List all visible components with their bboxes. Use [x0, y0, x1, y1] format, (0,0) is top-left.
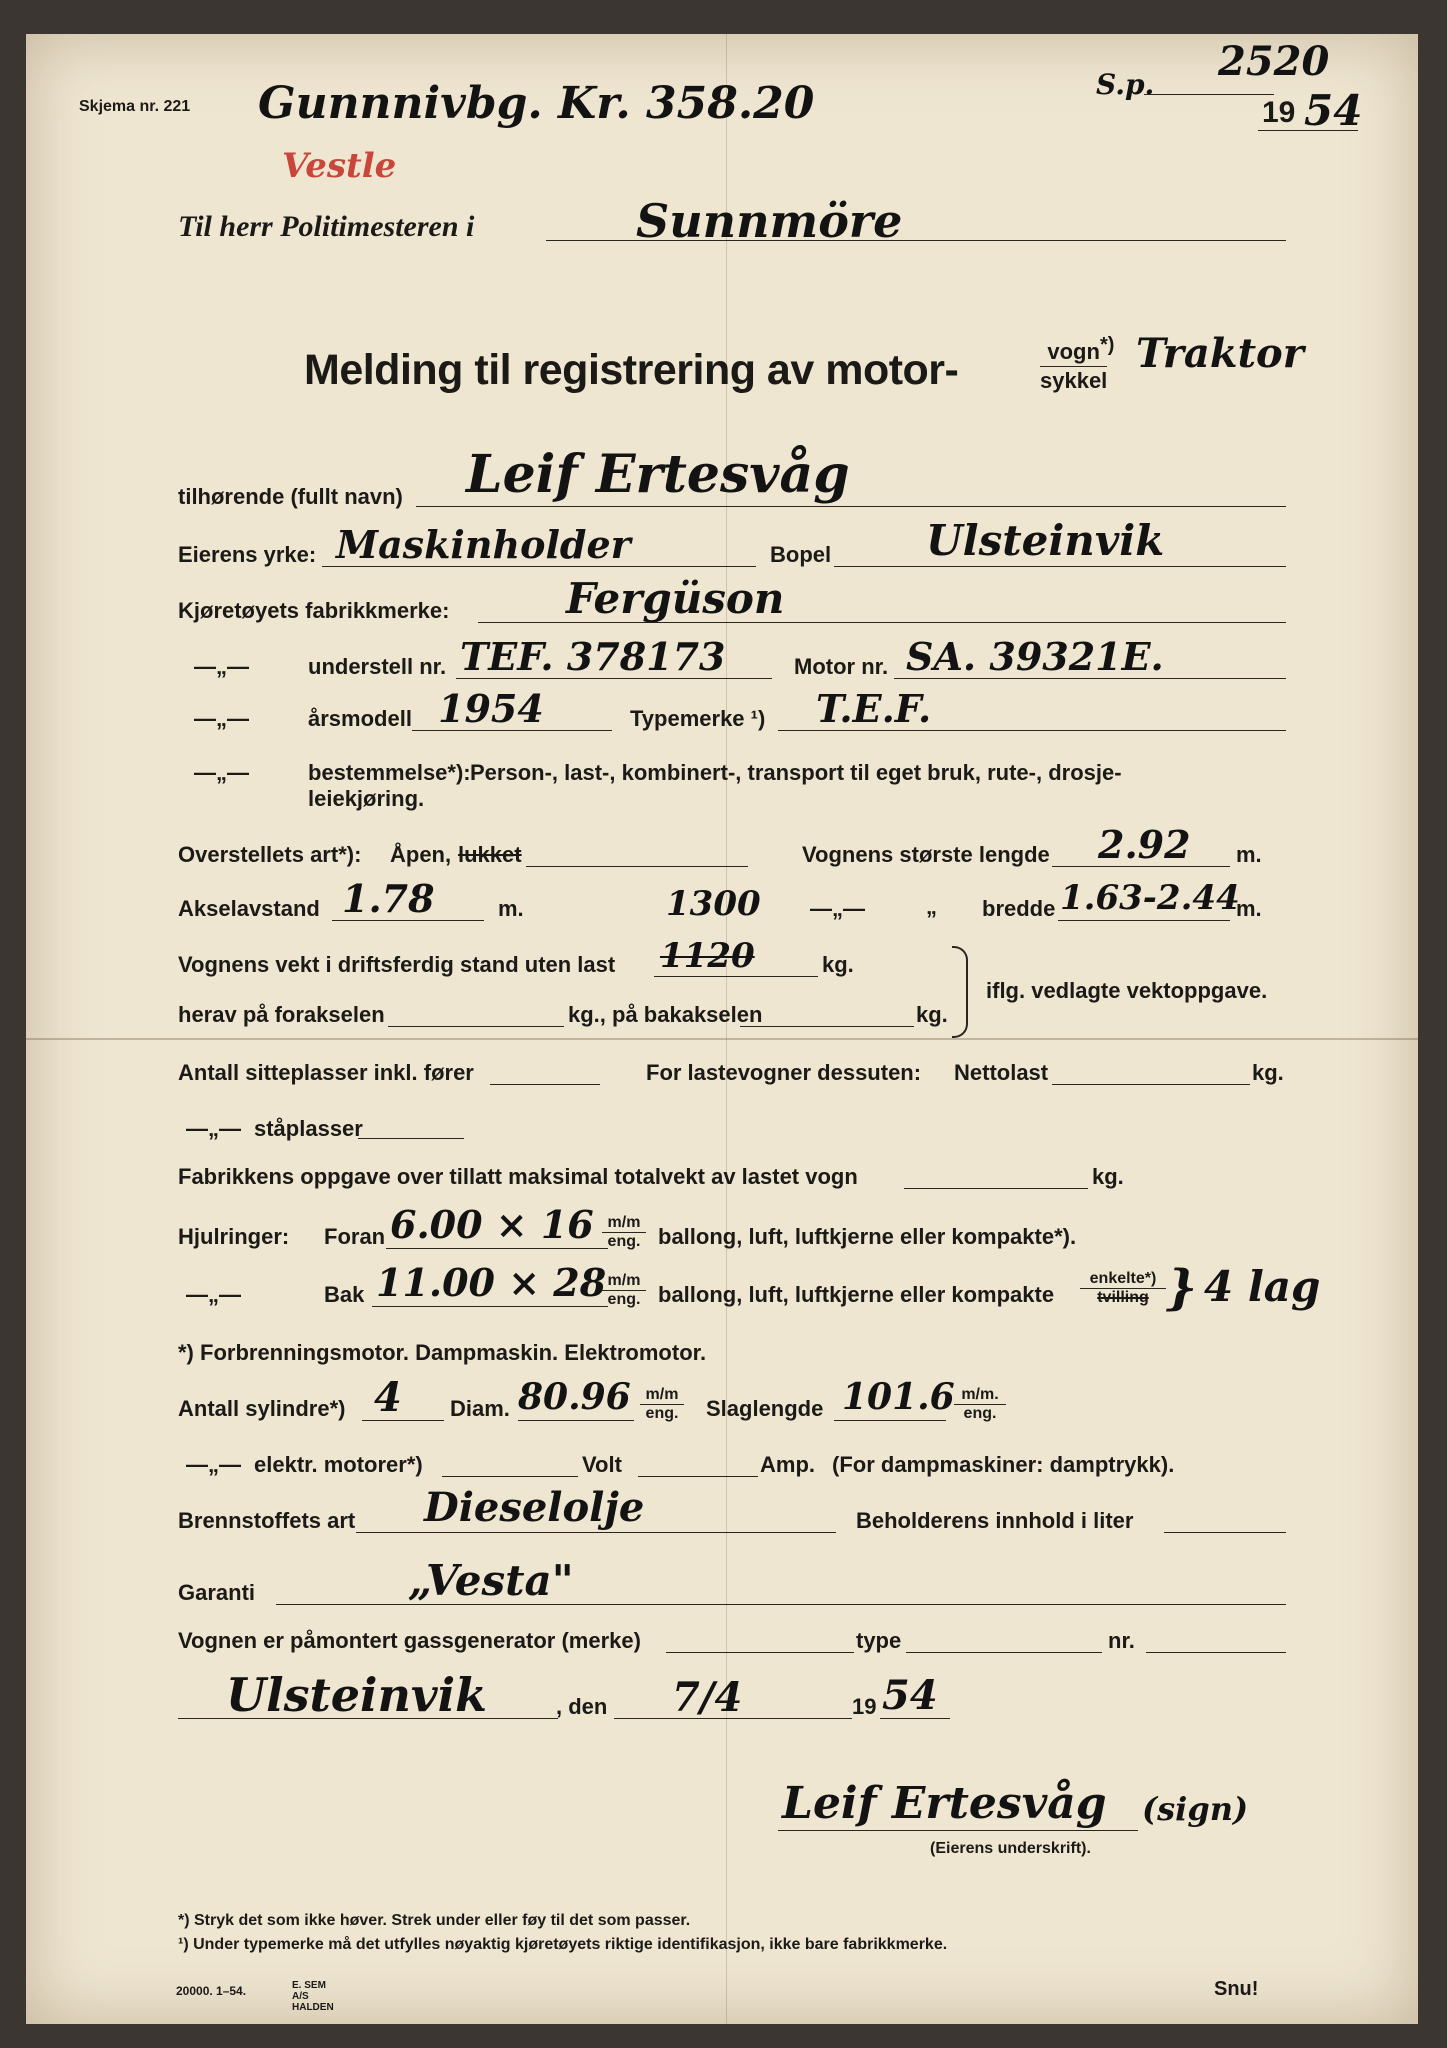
footnote-one: ¹) Under typemerke må det utfylles nøyaktig kjøretøyets riktige identifikasjon, ikke bare fabrikkmerke.	[178, 1936, 948, 1953]
electric-line	[442, 1476, 578, 1477]
sp-underline	[1144, 94, 1274, 95]
typemark-value: T.E.F.	[816, 686, 932, 731]
sykkel-label: sykkel	[1040, 368, 1108, 393]
motor-value: SA. 39321E.	[906, 634, 1164, 679]
stroke-value: 101.6	[842, 1376, 955, 1418]
weight-unit: kg.	[822, 952, 854, 977]
year-underline	[1258, 130, 1358, 131]
bore-label: Diam.	[450, 1396, 510, 1421]
wheelbase-unit: m.	[498, 896, 524, 921]
purpose-label: bestemmelse*):	[308, 760, 471, 785]
den-label: , den	[556, 1694, 608, 1719]
wheelbase-value: 1.78	[342, 876, 435, 921]
fuel-label: Brennstoffets art	[178, 1508, 356, 1533]
printer-imprint: E. SEM A/S HALDEN	[292, 1980, 334, 2013]
bore-value: 80.96	[518, 1376, 631, 1418]
net-load-line	[1052, 1084, 1250, 1085]
single-twin-fraction	[1080, 1270, 1166, 1307]
typemark-label: Typemerke ¹)	[630, 706, 766, 731]
rear-wheel-label: Bak	[324, 1282, 365, 1307]
owner-label: tilhørende (fullt navn)	[178, 484, 403, 509]
fold-crease-vertical	[726, 34, 727, 2024]
owner-line	[416, 506, 1286, 507]
standing-label: ståplasser	[254, 1116, 363, 1141]
owner-value: Leif Ertesvåg	[466, 444, 850, 505]
stroke-line	[834, 1420, 946, 1421]
type-label: type	[856, 1628, 902, 1653]
standing-line	[358, 1138, 464, 1139]
front-axle-label: herav på forakselen	[178, 1002, 385, 1027]
weight-crossed: 1120	[660, 936, 755, 976]
place-value: Ulsteinvik	[226, 1668, 487, 1722]
vehicle-type-handwritten: Traktor	[1136, 330, 1304, 377]
gas-line	[666, 1652, 854, 1653]
year-value: 1954	[438, 686, 544, 731]
rear-axle-unit: kg.	[916, 1002, 948, 1027]
gas-label: Vognen er påmontert gassgenerator (merke)	[178, 1628, 641, 1653]
width-unit: m.	[1236, 896, 1262, 921]
rear-unit-eng: eng.	[607, 1291, 641, 1308]
chassis-label: understell nr.	[308, 654, 447, 679]
ditto-electric: —„—	[186, 1452, 241, 1477]
weight-value: 1300	[666, 884, 761, 924]
front-unit-eng: eng.	[607, 1233, 641, 1250]
stroke-unit-mm: m/m.	[954, 1386, 1006, 1405]
year-handwritten: 54	[1304, 86, 1363, 135]
weight-brace	[952, 946, 968, 1038]
weight-label: Vognens vekt i driftsferdig stand uten last	[178, 952, 616, 977]
bore-line	[518, 1420, 634, 1421]
motor-label: Motor nr.	[794, 654, 889, 679]
fold-crease	[26, 1038, 1418, 1040]
address-value: Ulsteinvik	[926, 516, 1165, 565]
steam-note: (For dampmaskiner: damptrykk).	[832, 1452, 1175, 1477]
body-label: Overstellets art*):	[178, 842, 362, 867]
police-district: Sunnmöre	[636, 194, 903, 248]
print-code: 20000. 1–54.	[176, 1984, 247, 1998]
ditto-year: —„—	[194, 706, 249, 731]
net-load-unit: kg.	[1252, 1060, 1284, 1085]
make-label: Kjøretøyets fabrikkmerke:	[178, 598, 450, 623]
red-note: Vestle	[282, 146, 397, 186]
stroke-unit-eng: eng.	[963, 1405, 997, 1422]
net-load-label: Nettolast	[954, 1060, 1049, 1085]
front-wheel-label: Foran	[324, 1224, 386, 1249]
rear-unit-mm: m/m	[602, 1272, 646, 1291]
cylinders-value: 4	[374, 1374, 402, 1421]
length-value: 2.92	[1098, 822, 1191, 867]
date-value: 7/4	[672, 1674, 743, 1721]
front-unit-fraction	[602, 1214, 646, 1251]
width-line	[1058, 920, 1230, 921]
nr-label: nr.	[1108, 1628, 1135, 1653]
year-label: årsmodell	[308, 706, 412, 731]
front-tire-types: ballong, luft, luftkjerne eller kompakte*).	[658, 1224, 1077, 1249]
tank-line	[1164, 1532, 1286, 1533]
fuel-line	[356, 1532, 836, 1533]
warranty-value: „Vesta"	[408, 1556, 574, 1605]
front-wheel-value: 6.00 × 16	[390, 1202, 594, 1247]
owner-signature: Leif Ertesvåg	[782, 1778, 1107, 1829]
max-weight-line	[904, 1188, 1088, 1189]
weight-line	[654, 976, 818, 977]
ditto-standing: —„—	[186, 1116, 241, 1141]
turn-over-label: Snu!	[1214, 1978, 1259, 2000]
length-unit: m.	[1236, 842, 1262, 867]
occupation-value: Maskinholder	[336, 522, 631, 567]
tank-label: Beholderens innhold i liter	[856, 1508, 1134, 1533]
volt-line	[638, 1476, 758, 1477]
front-axle-line	[388, 1026, 564, 1027]
fuel-value: Dieselolje	[424, 1484, 645, 1531]
ditto-rear: —„—	[186, 1282, 241, 1307]
rear-axle-line	[740, 1026, 914, 1027]
body-closed-struck: lukket	[458, 842, 522, 867]
ditto-width: —„—	[810, 896, 865, 921]
rear-tire-types: ballong, luft, luftkjerne eller kompakte	[658, 1282, 1055, 1307]
body-open: Åpen,	[390, 842, 452, 867]
form-title: Melding til registrering av motor-	[304, 346, 959, 394]
max-weight-unit: kg.	[1092, 1164, 1124, 1189]
warranty-label: Garanti	[178, 1580, 256, 1605]
purpose-options-cont: leiekjøring.	[308, 786, 425, 811]
max-weight-label: Fabrikkens oppgave over tillatt maksimal totalvekt av lastet vogn	[178, 1164, 858, 1189]
year-prefix: 19	[852, 1694, 877, 1719]
stroke-unit-fraction	[954, 1386, 1006, 1423]
weight-note: iflg. vedlagte vektoppgave.	[986, 978, 1268, 1003]
title-footnote-mark: *)	[1100, 334, 1115, 356]
registration-form: Skjema nr. 221 Gunnnivbg. Kr. 358.20 S.p. 2520 19 54 Vestle Til herr Politimesteren i Sunnmöre Melding til registrering av motor- vogn sykkel *) Traktor tilhørende (fullt navn) Leif Ertesvåg Eierens yrke: Maskinholder Bopel Ulsteinvik Kjøretøyets fabrikkmerke: Fergüson —„— understell nr. TEF. 378173 Motor nr. SA. 39321E. —„— årsmodell 1954 Typemerke ¹) T.E.F. —„— bestemmelse*): Person-, last-, kombinert-, transport til eget bruk, rute-, drosje- leiekjøring. Overstellets art*): Åpen, lukket Vognens største lengde 2.92 m. Akselavstand 1.78 m. —„— „ bredde 1.63-2.44 m. Vognens vekt i driftsferdig stand uten last 1120 1300 kg. herav på forakselen kg., på bakakselen kg. iflg. vedlagte vektoppgave. Antall sitteplasser inkl. fører For lastevogner dessuten: Nettolast kg. —„— ståplasser Fabrikkens oppgave over tillatt maksimal totalvekt av lastet vogn kg. Hjulringer: Foran 6.00 × 16 m/m eng. ballong, luft, luftkjerne eller kompakte*). —„— Bak 11.00 × 28 m/m eng. ballong, luft, luftkjerne eller kompakte enkelte*) tvilling } 4 lag *) Forbrenningsmotor. Dampmaskin. Elektromotor. Antall sylindre*) 4 Diam. 80.96 m/m eng. Slaglengde 101.6 m/m. eng. —„— elektr. motorer*) Volt Amp. (For dampmaskiner: damptrykk). Brennstoffets art Dieselolje Beholderens innhold i liter Garanti „Vesta" Vognen er påmontert gassgenerator (merke) type nr. Ulsteinvik , den 7/4 19 54 Leif Ertesvåg (sign) (Eierens underskrift). *) Stryk det som ikke høver. Strek under eller føy til det som passer. ¹) Under typemerke må det utfylles nøyaktig kjøretøyets riktige identifikasjon, ikke bare fabrikkmerke. 20000. 1–54. E. SEM A/S HALDEN Snu!	[26, 34, 1418, 2024]
wheelbase-label: Akselavstand	[178, 896, 320, 921]
stroke-label: Slaglengde	[706, 1396, 824, 1421]
rear-wheel-value: 11.00 × 28	[376, 1260, 607, 1305]
type-line	[906, 1652, 1102, 1653]
rear-axle-label: kg., på bakakselen	[568, 1002, 763, 1027]
to-police-label: Til herr Politimesteren i	[178, 210, 475, 243]
volt-label: Volt	[582, 1452, 622, 1477]
year-printed: 19	[1262, 96, 1296, 129]
amp-label: Amp.	[760, 1452, 815, 1477]
length-label: Vognens største lengde	[802, 842, 1050, 867]
bore-unit-fraction	[640, 1386, 684, 1423]
front-wheel-line	[386, 1248, 608, 1249]
wheels-label: Hjulringer:	[178, 1224, 290, 1249]
seats-label: Antall sitteplasser inkl. fører	[178, 1060, 474, 1085]
nr-line	[1146, 1652, 1286, 1653]
width-label: bredde	[982, 896, 1056, 921]
body-line	[526, 866, 748, 867]
address-label: Bopel	[770, 542, 832, 567]
signature-line	[778, 1830, 1138, 1831]
chassis-value: TEF. 378173	[460, 634, 726, 679]
footnote-star: *) Stryk det som ikke høver. Strek under eller føy til det som passer.	[178, 1912, 691, 1929]
motor-types: *) Forbrenningsmotor. Dampmaskin. Elektromotor.	[178, 1340, 707, 1365]
signature-year: 54	[882, 1672, 938, 1719]
purpose-options: Person-, last-, kombinert-, transport til eget bruk, rute-, drosje-	[470, 760, 1122, 785]
vogn-label: vogn	[1040, 338, 1107, 367]
bore-unit-mm: m/m	[640, 1386, 684, 1405]
signature-caption: (Eierens underskrift).	[930, 1840, 1091, 1857]
rear-wheel-line	[372, 1306, 608, 1307]
width-value: 1.63-2.44	[1060, 878, 1240, 918]
seats-line	[490, 1084, 600, 1085]
handwritten-reference: Gunnnivbg. Kr. 358.20	[258, 78, 815, 129]
single-label: enkelte*)	[1080, 1270, 1166, 1289]
bore-unit-eng: eng.	[645, 1405, 679, 1422]
truck-label: For lastevogner dessuten:	[646, 1060, 922, 1085]
address-line	[834, 566, 1286, 567]
sp-prefix: S.p.	[1096, 68, 1155, 101]
front-unit-mm: m/m	[602, 1214, 646, 1233]
vogn-sykkel-fraction	[1040, 338, 1107, 395]
ditto-chassis: —„—	[194, 654, 249, 679]
cylinders-label: Antall sylindre*)	[178, 1396, 346, 1421]
ply-value: 4 lag	[1204, 1262, 1321, 1311]
occupation-label: Eierens yrke:	[178, 542, 317, 567]
sp-number: 2520	[1218, 38, 1330, 85]
make-value: Fergüson	[566, 574, 785, 623]
form-number: Skjema nr. 221	[79, 98, 191, 115]
electric-label: elektr. motorer*)	[254, 1452, 423, 1477]
twin-label-struck: tvilling	[1097, 1289, 1149, 1306]
rear-unit-fraction	[602, 1272, 646, 1309]
signature-paren: (sign)	[1142, 1790, 1249, 1828]
ditto-purpose: —„—	[194, 760, 249, 785]
